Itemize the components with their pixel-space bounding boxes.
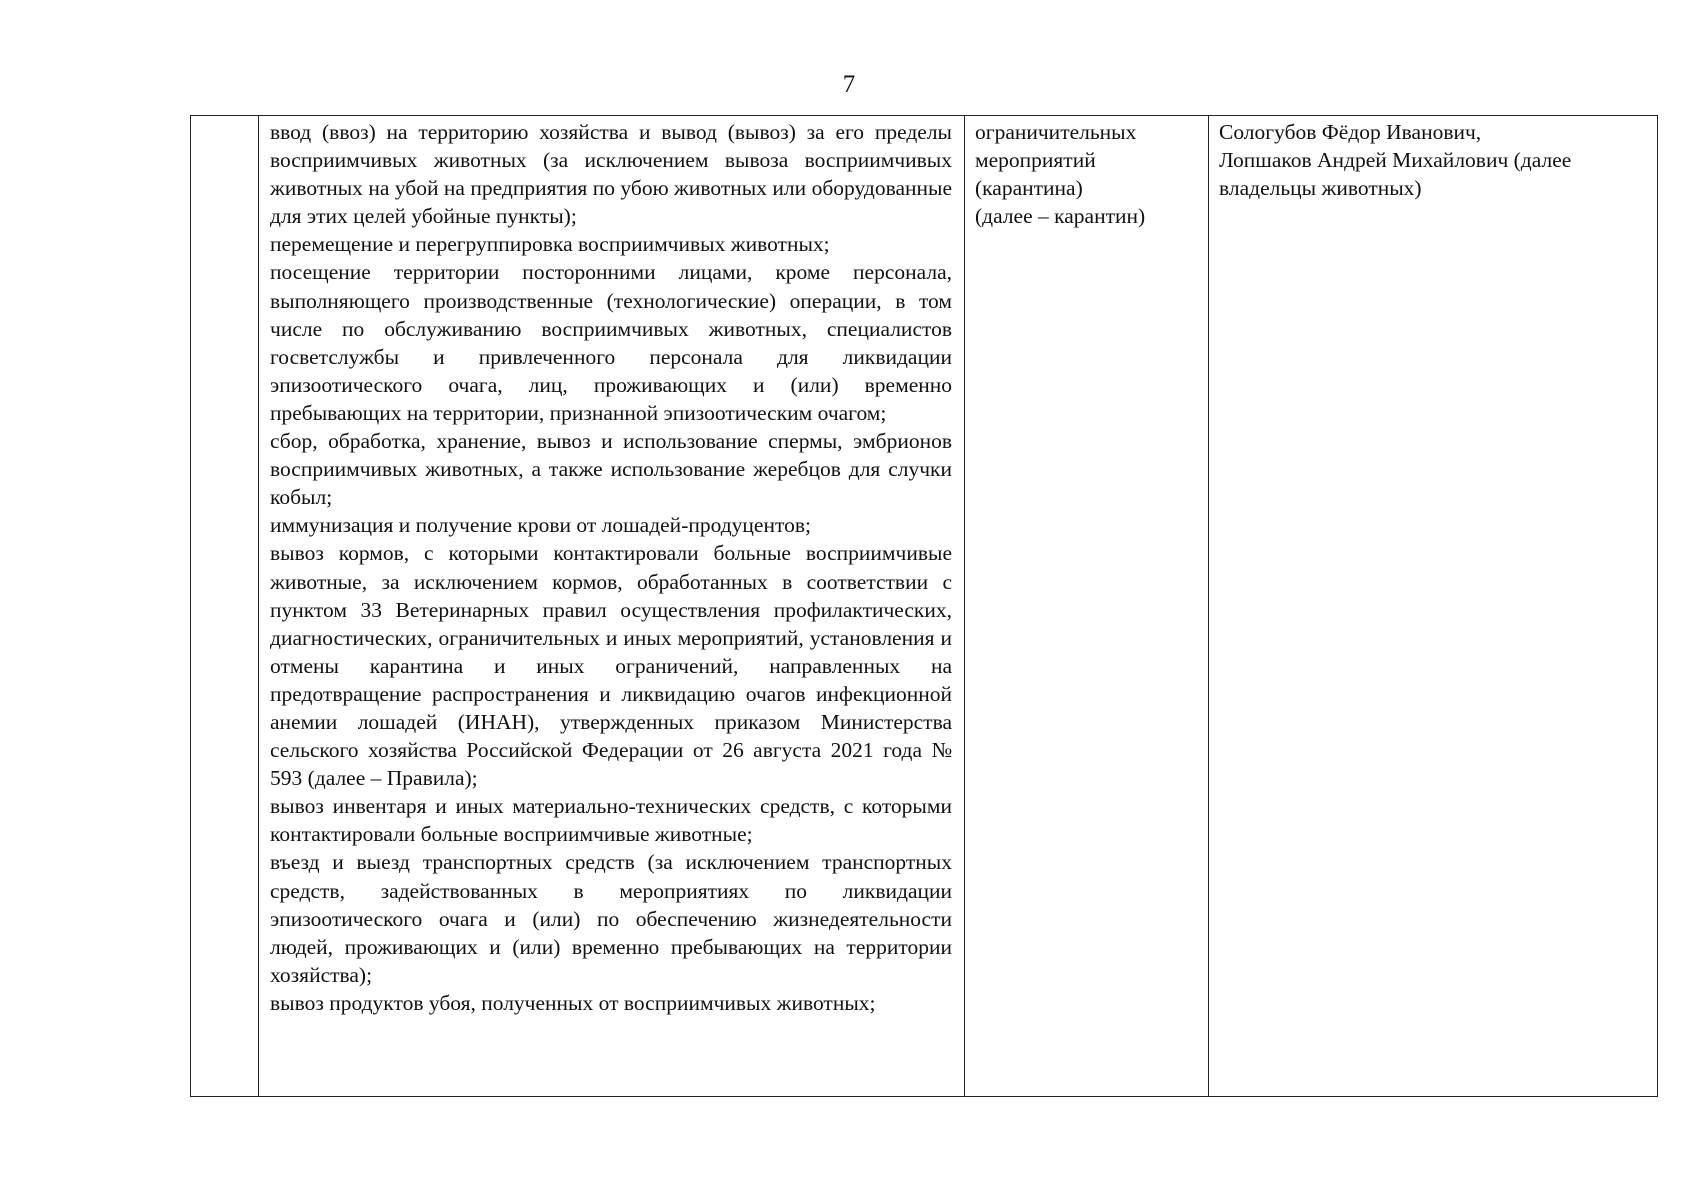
owner-line: Лопшаков Андрей Михайлович (далее владельцы животных) xyxy=(1219,148,1572,201)
page-number: 7 xyxy=(842,71,856,98)
measure-item: ввод (ввоз) на территорию хозяйства и вывод (вывоз) за его пределы восприимчивых животных (за исключением вывоза восприимчивых животных на убой на предприятия по убою животных или оборудованные для этих целей убойные пункты); xyxy=(270,120,952,229)
grounds-line: (карантина) xyxy=(975,176,1083,201)
measures-table xyxy=(190,115,1658,1097)
row-number-cell xyxy=(191,116,259,1097)
table-row xyxy=(191,116,1658,1097)
measure-item: въезд и выезд транспортных средств (за исключением транспортных средств, задействованных в мероприятиях по ликвидации эпизоотического очага и (или) по обеспечению жизнедеятельности людей, проживающих и (или) временно пребывающих на территории хозяйства); xyxy=(270,850,952,987)
measure-item: иммунизация и получение крови от лошадей-продуцентов; xyxy=(270,513,811,538)
measure-item: вывоз продуктов убоя, полученных от восприимчивых животных; xyxy=(270,990,876,1015)
grounds-line: (далее – карантин) xyxy=(975,204,1146,229)
measures-cell xyxy=(259,116,965,1097)
grounds-line: мероприятий xyxy=(975,148,1096,173)
measure-item: посещение территории посторонними лицами, кроме персонала, выполняющего производственные (технологические) операции, в том числе по обслуживанию восприимчивых животных, специалистов госветслужбы и привлеченного персонала для ликвидации эпизоотического очага, лиц, проживающих и (или) временно пребывающих на территории, признанной эпизоотическим очагом; xyxy=(270,260,952,425)
owner-line: Сологубов Фёдор Иванович, xyxy=(1219,120,1482,144)
measure-item: перемещение и перегруппировка восприимчивых животных; xyxy=(270,232,830,257)
grounds-line: ограничительных xyxy=(975,120,1137,144)
owners-cell xyxy=(1209,116,1658,1097)
measure-item: вывоз инвентаря и иных материально-технических средств, с которыми контактировали больные восприимчивые животные; xyxy=(270,794,952,847)
measure-item: вывоз кормов, с которыми контактировали больные восприимчивые животные, за исключением кормов, обработанных в соответствии с пунктом 33 Ветеринарных правил осуществления профилактических, диагностических, ограничительных и иных мероприятий, установления и отмены карантина и иных ограничений, направленных на предотвращение распространения и ликвидацию очагов инфекционной анемии лошадей (ИНАН), утвержденных приказом Министерства сельского хозяйства Российской Федерации от 26 августа 2021 года № 593 (далее – Правила); xyxy=(270,541,952,791)
measure-item: сбор, обработка, хранение, вывоз и использование спермы, эмбрионов восприимчивых животных, а также использование жеребцов для случки кобыл; xyxy=(270,429,952,510)
grounds-cell xyxy=(965,116,1209,1097)
